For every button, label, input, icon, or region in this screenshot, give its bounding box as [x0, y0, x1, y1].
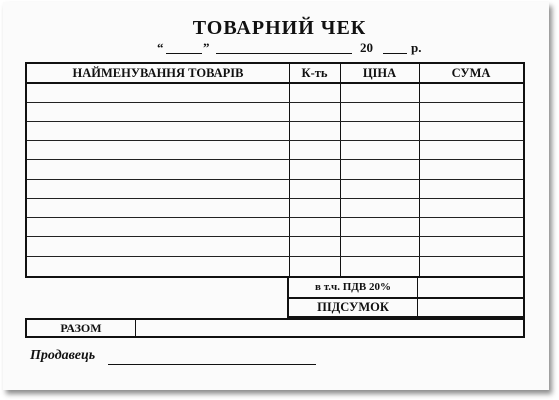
date-year-prefix: 20 [360, 40, 373, 55]
total-label: РАЗОМ [60, 321, 102, 335]
row-divider [27, 121, 523, 122]
date-open-quote: “ [157, 40, 164, 55]
row-divider [27, 198, 523, 199]
date-month-field[interactable] [216, 53, 352, 54]
header-divider [27, 82, 523, 84]
date-year-suffix: р. [411, 40, 422, 55]
column-header-price: ЦІНА [362, 66, 397, 80]
date-close-quote: ” [203, 40, 210, 55]
row-divider [27, 102, 523, 103]
items-table [25, 62, 525, 278]
column-divider [289, 64, 290, 276]
vat-label: в т.ч. ПДВ 20% [315, 281, 391, 293]
row-divider [27, 217, 523, 218]
column-header-name: НАЙМЕНУВАННЯ ТОВАРІВ [72, 66, 244, 80]
seller-signature-field[interactable] [108, 364, 316, 365]
total-row [25, 318, 525, 338]
date-day-field[interactable] [166, 53, 202, 54]
date-year-field[interactable] [383, 53, 407, 54]
row-divider [27, 236, 523, 237]
row-divider [27, 179, 523, 180]
column-divider [419, 64, 420, 276]
subtotal-label: ПІДСУМОК [317, 300, 389, 314]
row-divider [27, 140, 523, 141]
total-divider [135, 320, 136, 336]
row-divider [27, 256, 523, 257]
column-header-sum: СУМА [451, 66, 491, 80]
column-header-qty: К-ть [301, 66, 328, 80]
form-title: ТОВАРНИЙ ЧЕК [192, 17, 367, 39]
seller-label: Продавець [30, 348, 96, 363]
vat-amount-cell[interactable] [419, 278, 523, 297]
row-divider [27, 159, 523, 160]
column-divider [340, 64, 341, 276]
total-amount-field[interactable] [137, 320, 523, 336]
subtotal-amount-cell[interactable] [419, 299, 523, 316]
totals-block [287, 276, 525, 318]
